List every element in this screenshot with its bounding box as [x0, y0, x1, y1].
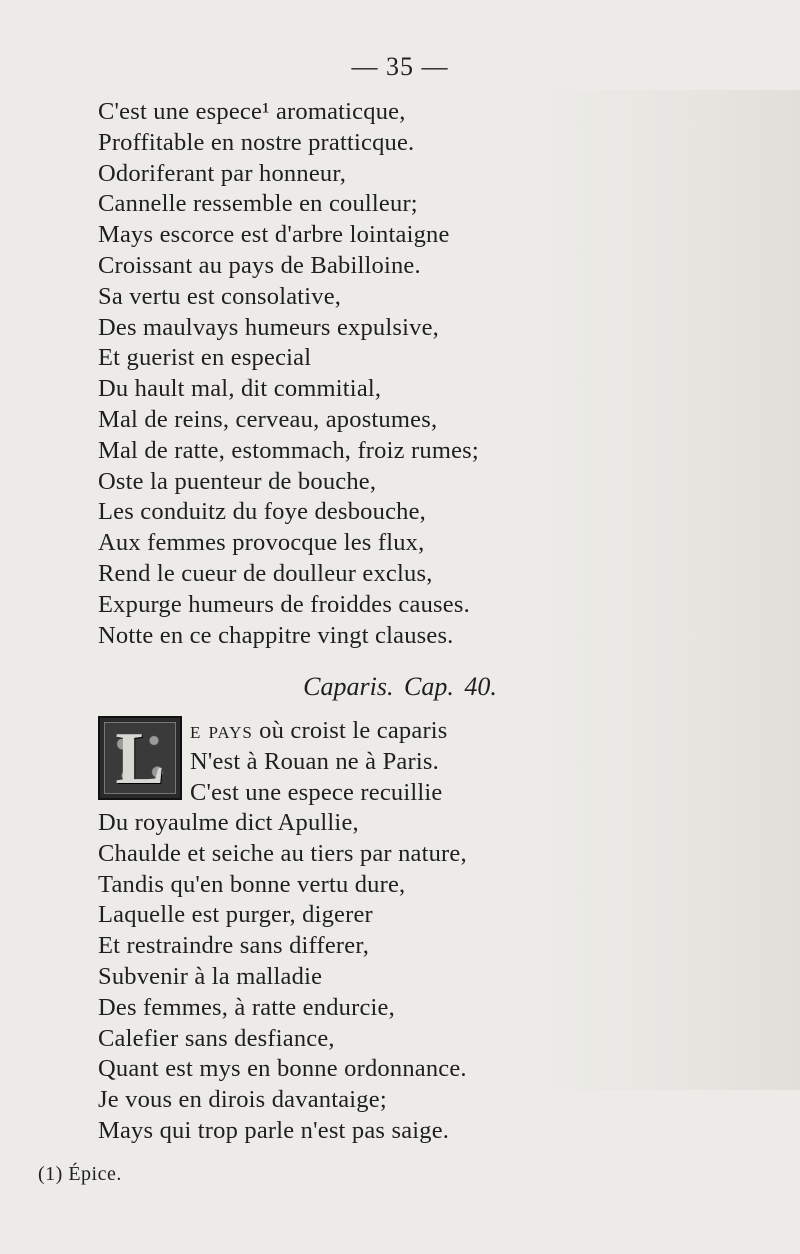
section-heading: Caparis. Cap. 40. [303, 672, 497, 701]
verse-line: Quant est mys en bonne ordonnance. [98, 1055, 467, 1083]
verse-block-cannelle [98, 97, 658, 651]
verse-line: Des femmes, à ratte endurcie, [98, 993, 395, 1021]
verse-line: N'est à Rouan ne à Paris. [190, 747, 439, 775]
verse-line: Je vous en dirois davantaige; [98, 1086, 387, 1114]
verse-line: Proffitable en nostre pratticque. [98, 128, 415, 156]
verse-line: Chaulde et seiche au tiers par nature, [98, 839, 467, 867]
verse-line: Notte en ce chappitre vingt clauses. [98, 621, 454, 649]
verse-line: Tandis qu'en bonne vertu dure, [98, 870, 406, 898]
verse-line: Et guerist en especial [98, 344, 312, 372]
verse-line: Mays qui trop parle n'est pas saige. [98, 1116, 450, 1144]
verse-line: Et restraindre sans differer, [98, 932, 370, 960]
verse-line: Du hault mal, dit commitial, [98, 375, 382, 403]
drop-cap-lines [190, 716, 448, 808]
verse-line: Cannelle ressemble en coulleur; [98, 190, 418, 218]
verse-line: Oste la puenteur de bouche, [98, 467, 377, 495]
drop-cap-letter: L [115, 718, 165, 800]
verse-line: Croissant au pays de Babilloine. [98, 251, 421, 279]
verse-block-caparis [98, 808, 467, 1147]
verse-line: Mays escorce est d'arbre lointaigne [98, 221, 450, 249]
ornamental-initial-icon [98, 716, 182, 800]
verse-line: Rend le cueur de doulleur exclus, [98, 559, 433, 587]
page-number: — 35 — [351, 52, 449, 81]
footnote: (1) Épice. [38, 1163, 122, 1185]
verse-line: C'est une espece recuillie [190, 778, 443, 806]
verse-line [190, 716, 448, 747]
verse-line: Laquelle est purger, digerer [98, 901, 373, 929]
verse-line: Mal de reins, cerveau, apostumes, [98, 405, 438, 433]
verse-line: Les conduitz du foye desbouche, [98, 498, 427, 526]
verse-line: Aux femmes provocque les flux, [98, 529, 425, 557]
verse-line: Expurge humeurs de froiddes causes. [98, 590, 470, 618]
verse-line: C'est une espece¹ aromaticque, [98, 98, 406, 125]
verse-line: Des maulvays humeurs expulsive, [98, 313, 439, 341]
verse-line: Sa vertu est consolative, [98, 282, 342, 310]
verse-line: Odoriferant par honneur, [98, 159, 347, 187]
verse-line: Calefier sans desfiance, [98, 1024, 335, 1052]
verse-line: Mal de ratte, estommach, froiz rumes; [98, 436, 479, 464]
opening-rest: où croist le caparis [252, 717, 448, 744]
verse-line: Subvenir à la malladie [98, 962, 323, 990]
verse-line: Du royaulme dict Apullie, [98, 809, 359, 836]
small-caps-opening: e pays [190, 717, 253, 744]
